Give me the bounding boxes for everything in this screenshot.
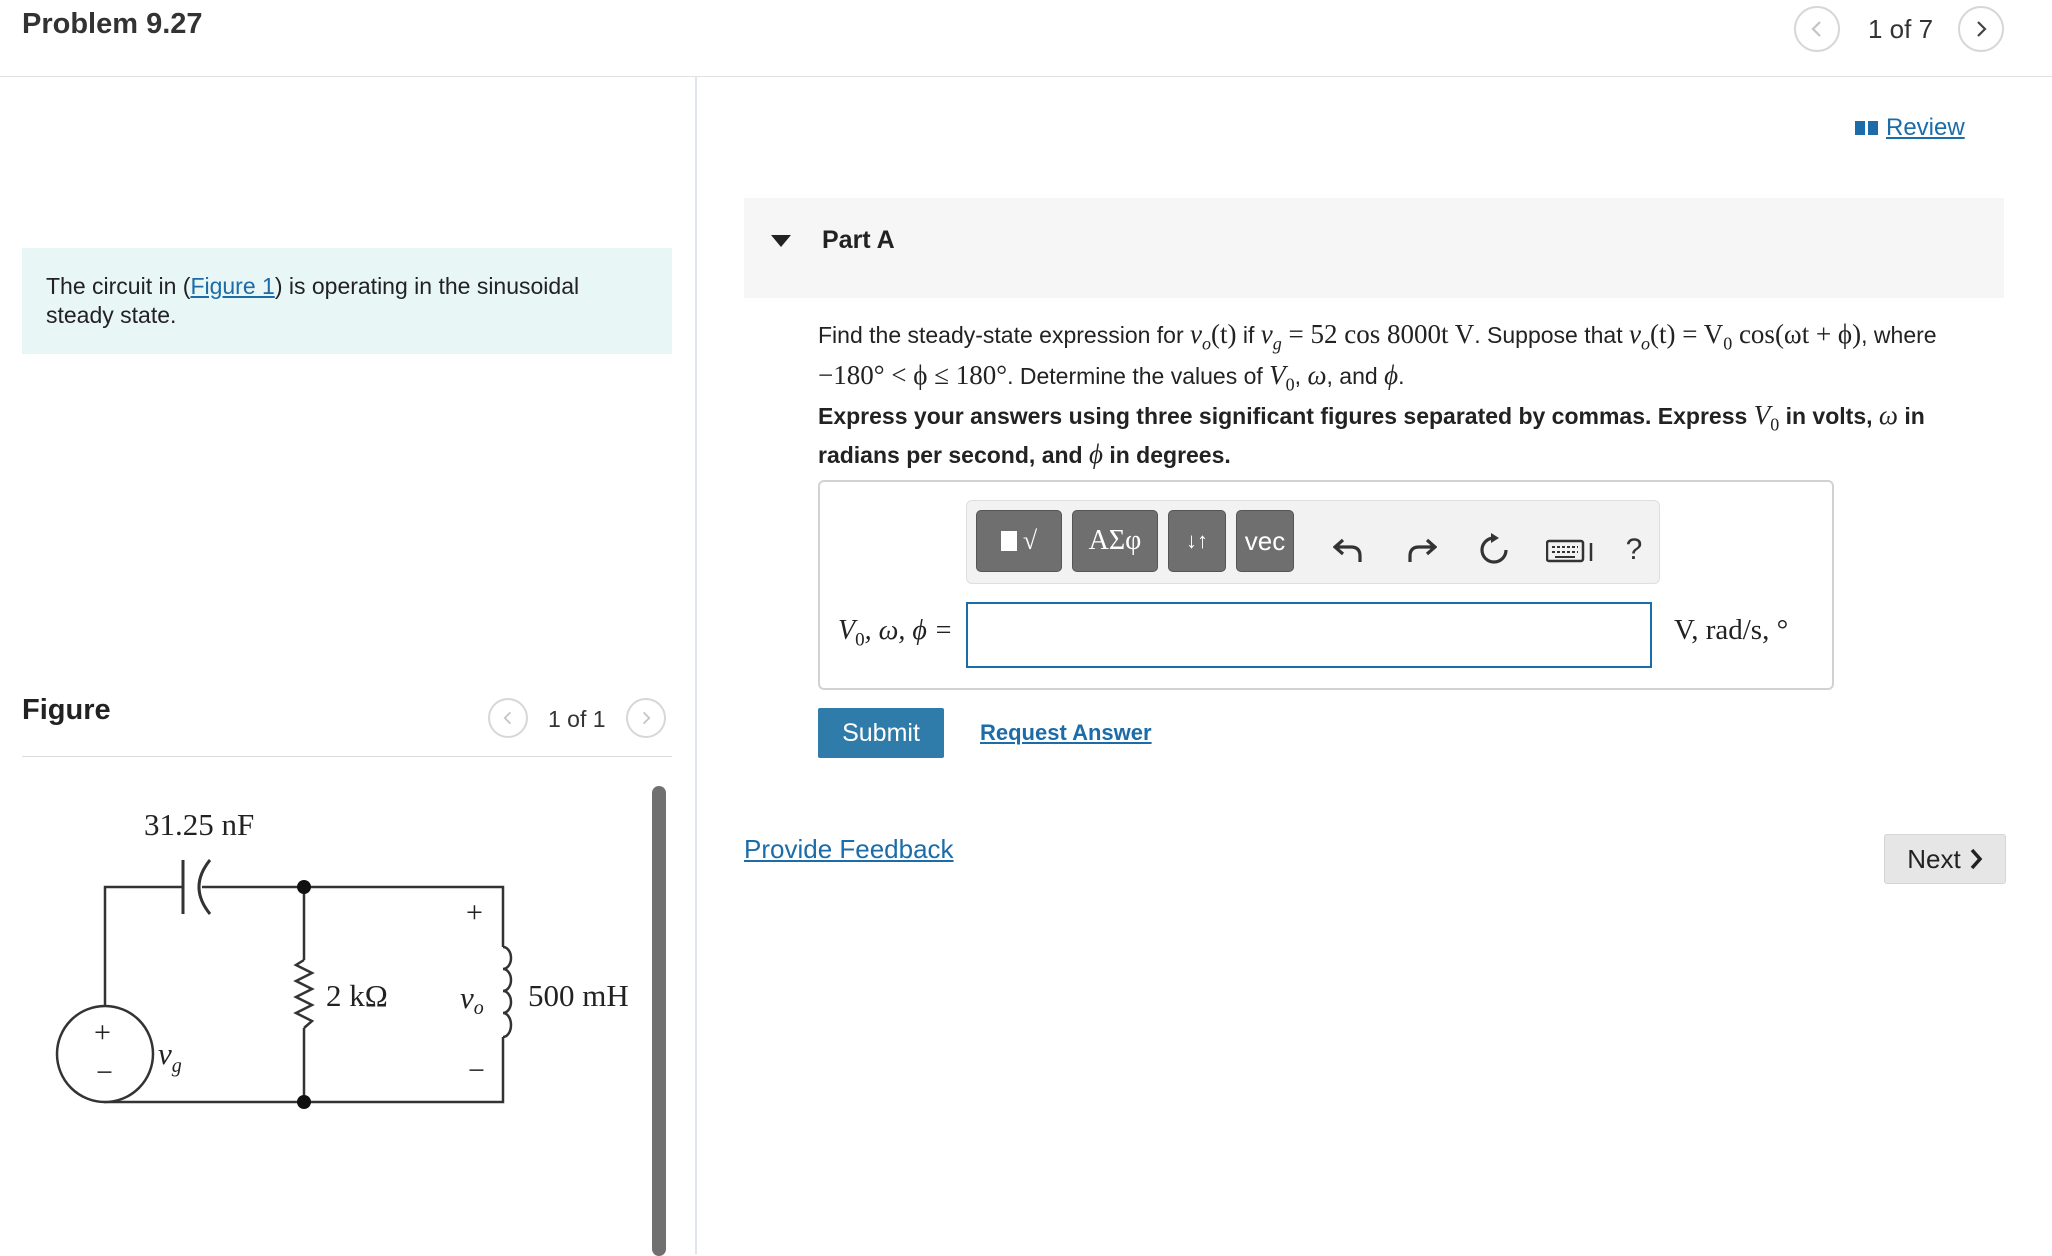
greek-button-label: ΑΣφ <box>1088 525 1142 556</box>
inductor-symbol <box>503 947 511 1037</box>
inductor-label: 500 mH <box>528 978 629 1013</box>
problem-intro <box>22 248 672 354</box>
q-math-1-rest: (t) <box>1211 319 1237 349</box>
ins-math-2: ω <box>1878 400 1898 430</box>
node-top <box>297 880 311 894</box>
q-math-2-sub: g <box>1272 333 1282 354</box>
vector-button[interactable] <box>1236 510 1294 572</box>
q-text-2: if <box>1236 322 1261 348</box>
column-divider <box>695 77 697 1254</box>
figure-link[interactable]: Figure 1 <box>190 273 275 299</box>
chevron-left-icon <box>1807 19 1827 39</box>
source-minus: − <box>96 1056 113 1089</box>
q-math-3-sub2: 0 <box>1723 333 1733 354</box>
q-text-7: , and <box>1326 363 1385 390</box>
arrows-button[interactable] <box>1168 510 1226 572</box>
output-minus: − <box>468 1054 485 1087</box>
review-link[interactable] <box>1854 114 1965 142</box>
keyboard-glyph <box>1546 537 1598 563</box>
wire-top <box>202 887 503 947</box>
help-icon[interactable] <box>1614 530 1654 570</box>
part-title: Part A <box>822 226 895 254</box>
node-bottom <box>297 1095 311 1109</box>
next-problem-button[interactable] <box>1958 6 2004 52</box>
caret-down-icon[interactable] <box>770 234 792 248</box>
problem-title: Problem 9.27 <box>22 8 203 40</box>
q-math-6: ω <box>1307 360 1327 391</box>
vector-button-label: vec <box>1244 525 1286 556</box>
q-math-2-rest: = 52 cos 8000t V <box>1281 319 1475 349</box>
ins-math-3: ϕ <box>1088 439 1103 470</box>
q-math-3-sub: o <box>1640 333 1650 354</box>
q-math-3-rest: (t) = V <box>1649 319 1724 349</box>
figure-next-button[interactable] <box>626 698 666 738</box>
figure-pager: 1 of 1 <box>548 706 606 732</box>
answer-label-rest: , ω, ϕ = <box>864 615 953 646</box>
q-math-4: −180° < ϕ ≤ 180° <box>818 360 1008 391</box>
answer-label-v: V <box>838 615 856 646</box>
q-math-7: ϕ <box>1384 360 1399 391</box>
source-plus: + <box>94 1016 111 1049</box>
q-math-2 <box>1260 319 1475 354</box>
request-answer-link[interactable]: Request Answer <box>980 720 1152 745</box>
output-plus: + <box>466 896 483 929</box>
ins-text-4: in degrees. <box>1102 442 1231 469</box>
resistor-label: 2 kΩ <box>326 978 388 1013</box>
templates-button[interactable] <box>976 510 1062 572</box>
question-text <box>818 318 2008 401</box>
previous-problem-button[interactable] <box>1794 6 1840 52</box>
source-label-main: v <box>158 1036 172 1071</box>
q-math-5 <box>1269 360 1295 395</box>
output-label-main: v <box>460 980 474 1015</box>
templates-button-label: √ <box>1022 526 1038 555</box>
box-icon <box>1001 531 1017 551</box>
q-math-3-v: v <box>1628 319 1641 349</box>
figure-title: Figure <box>22 694 111 726</box>
q-math-1 <box>1190 319 1237 354</box>
q-math-1-v: v <box>1190 319 1203 349</box>
answer-units: V, rad/s, ° <box>1674 614 1789 646</box>
q-math-5-sub: 0 <box>1285 374 1295 395</box>
top-bar <box>0 0 2052 77</box>
ins-text-1: Express your answers using three significant figures separated by commas. Express <box>818 403 1754 429</box>
next-button-label: Next <box>1907 843 1961 874</box>
q-math-3-end: cos(ωt + ϕ) <box>1732 319 1862 349</box>
ins-math-1-sub: 0 <box>1770 414 1780 435</box>
source-label <box>158 1036 182 1077</box>
q-math-3 <box>1628 319 1862 354</box>
output-label <box>460 980 484 1019</box>
q-text-1: Find the steady-state expression for <box>818 322 1191 348</box>
q-text-6: , <box>1294 363 1308 390</box>
q-text-3: . Suppose that <box>1474 322 1629 348</box>
q-math-5-v: V <box>1269 360 1286 391</box>
source-label-sub: g <box>171 1055 182 1077</box>
next-button[interactable] <box>1884 834 2006 884</box>
part-header[interactable] <box>744 198 2004 298</box>
ins-math-1 <box>1753 400 1780 435</box>
answer-instructions <box>818 400 2008 470</box>
submit-button[interactable]: Submit <box>818 708 944 758</box>
book-icon <box>1854 118 1880 138</box>
q-text-4: , where <box>1861 322 1937 348</box>
problem-pager: 1 of 7 <box>1868 14 1934 44</box>
reset-icon[interactable] <box>1474 530 1514 570</box>
intro-text-end: ) is operating in the sinusoidal steady state. <box>46 273 580 328</box>
answer-label-sub: 0 <box>855 629 865 651</box>
chevron-right-icon <box>1971 19 1991 39</box>
q-math-1-sub: o <box>1202 333 1212 354</box>
arrows-button-label: ↓↑ <box>1186 528 1208 553</box>
chevron-right-icon <box>1969 848 1983 870</box>
resistor-symbol <box>296 960 312 1028</box>
intro-text: The circuit in ( <box>46 273 191 299</box>
ins-math-1-v: V <box>1753 400 1771 430</box>
keyboard-icon[interactable] <box>1544 530 1600 570</box>
output-label-sub: o <box>473 997 484 1019</box>
review-link-label: Review <box>1886 114 1965 141</box>
undo-glyph <box>1333 536 1363 564</box>
q-text-5: . Determine the values of <box>1007 363 1270 390</box>
redo-icon[interactable] <box>1402 530 1442 570</box>
circuit-diagram <box>40 790 660 1120</box>
greek-button[interactable] <box>1072 510 1158 572</box>
figure-prev-button[interactable] <box>488 698 528 738</box>
capacitor-label: 31.25 nF <box>144 807 255 842</box>
chevron-left-icon <box>500 710 516 726</box>
q-text-8: . <box>1398 363 1405 390</box>
ins-text-2: in volts, <box>1779 403 1879 429</box>
q-math-2-v: v <box>1260 319 1273 349</box>
help-button-label: ? <box>1625 533 1643 566</box>
provide-feedback-link[interactable]: Provide Feedback <box>744 834 954 864</box>
chevron-right-icon <box>638 710 654 726</box>
redo-glyph <box>1407 536 1437 564</box>
answer-input[interactable] <box>966 602 1652 668</box>
reset-glyph <box>1477 533 1511 567</box>
ins-text-3: in radians per second, and <box>818 403 1925 469</box>
figure-separator <box>22 756 672 757</box>
answer-label <box>838 614 953 652</box>
figure-scrollbar[interactable] <box>652 786 666 1256</box>
undo-icon[interactable] <box>1328 530 1368 570</box>
